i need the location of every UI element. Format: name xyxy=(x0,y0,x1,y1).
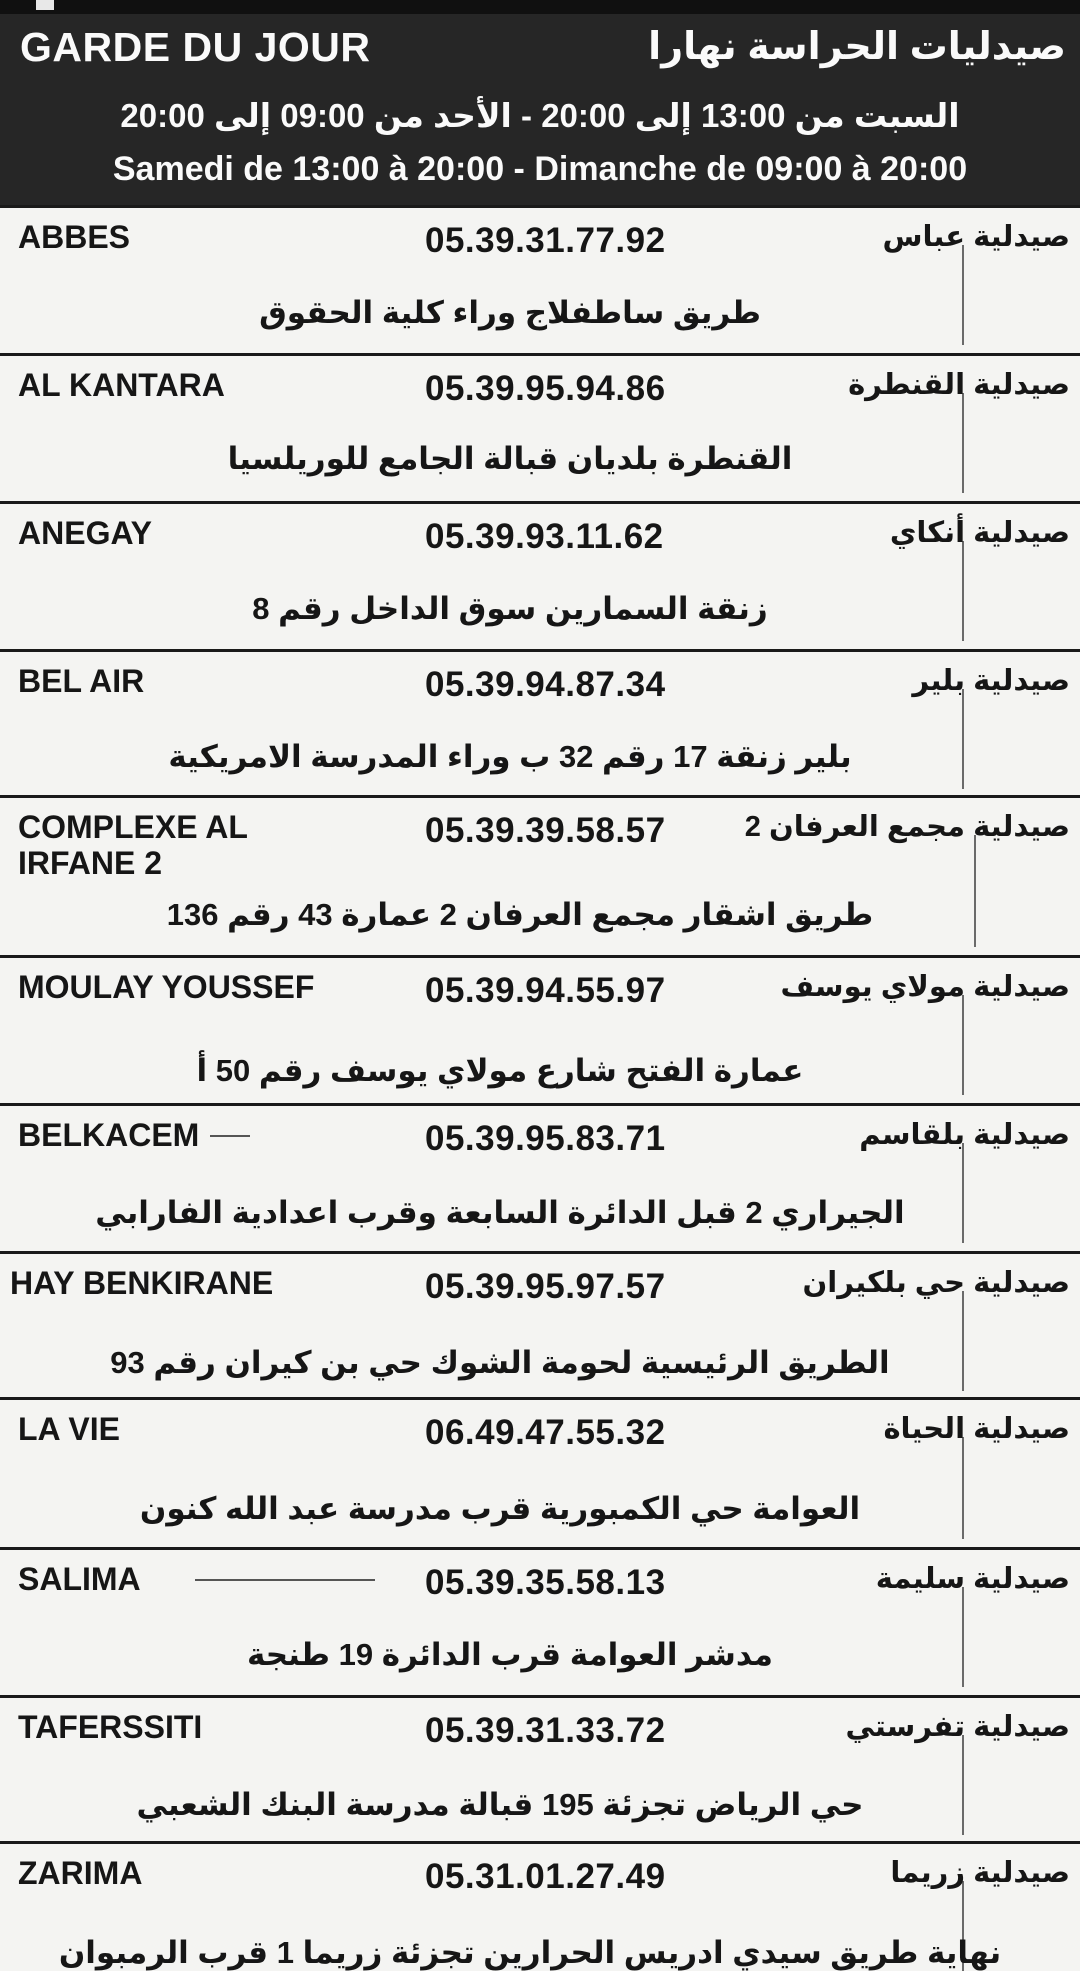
row-separator xyxy=(0,1841,1080,1844)
pharmacy-address: نهاية طريق سيدي ادريس الحرارين تجزئة زريما 1 قرب الرمبوان xyxy=(58,1935,1002,1970)
pharmacy-row xyxy=(0,795,1080,955)
pharmacy-phone: 05.39.95.94.86 xyxy=(425,369,666,408)
row-separator xyxy=(0,795,1080,798)
top-border xyxy=(0,0,1080,14)
pharmacy-row xyxy=(0,1695,1080,1841)
header xyxy=(0,0,1080,205)
pharmacy-phone: 05.39.39.58.57 xyxy=(425,811,666,850)
row-separator xyxy=(0,1695,1080,1698)
row-separator xyxy=(0,205,1080,208)
pharmacy-row xyxy=(0,501,1080,649)
row-separator xyxy=(0,1547,1080,1550)
pharmacy-name: HAY BENKIRANE xyxy=(10,1265,274,1301)
pharmacy-address: بلير زنقة 17 رقم 32 ب وراء المدرسة الامريكية xyxy=(168,739,852,774)
row-separator xyxy=(0,955,1080,958)
pharmacy-name-ar: صيدلية أنكاي xyxy=(889,517,1070,549)
pharmacy-name: MOULAY YOUSSEF xyxy=(18,969,315,1005)
pharmacy-name: AL KANTARA xyxy=(18,367,225,403)
pharmacy-phone: 05.39.94.55.97 xyxy=(425,971,666,1010)
pharmacy-row xyxy=(0,1547,1080,1695)
row-separator xyxy=(0,1251,1080,1254)
pharmacy-address: الطريق الرئيسية لحومة الشوك حي بن كيران رقم 93 xyxy=(110,1345,890,1380)
pharmacy-name-ar: صيدلية زريما xyxy=(890,1857,1070,1889)
pharmacy-name: ZARIMA xyxy=(18,1855,143,1891)
title-fr: GARDE DU JOUR xyxy=(20,24,371,70)
pharmacy-name: COMPLEXE AL IRFANE 2 xyxy=(18,809,248,881)
pharmacy-phone: 05.39.35.58.13 xyxy=(425,1563,666,1602)
pharmacy-name: ANEGAY xyxy=(18,515,152,551)
pharmacy-list xyxy=(0,205,1080,1971)
pharmacy-name-ar: صيدلية تفرستي xyxy=(845,1711,1070,1743)
pharmacy-address: زنقة السمارين سوق الداخل رقم 8 xyxy=(252,591,768,626)
pharmacy-row xyxy=(0,1397,1080,1547)
pharmacy-name-ar: صيدلية سليمة xyxy=(875,1563,1070,1595)
pharmacy-row xyxy=(0,205,1080,353)
pharmacy-name: ABBES xyxy=(18,219,131,255)
pharmacy-name: LA VIE xyxy=(18,1411,120,1447)
row-separator xyxy=(0,353,1080,356)
pharmacy-name: TAFERSSITI xyxy=(18,1709,203,1745)
pharmacy-row xyxy=(0,955,1080,1103)
pharmacy-name-ar: صيدلية الحياة xyxy=(883,1413,1070,1445)
pharmacy-address: حي الرياض تجزئة 195 قبالة مدرسة البنك الشعبي xyxy=(136,1787,864,1822)
row-separator xyxy=(0,1397,1080,1400)
row-separator xyxy=(0,1103,1080,1106)
pharmacy-row xyxy=(0,1103,1080,1251)
pharmacy-phone: 05.39.94.87.34 xyxy=(425,665,666,704)
pharmacy-name-ar: صيدلية بلير xyxy=(912,665,1070,697)
pharmacy-address: القنطرة بلديان قبالة الجامع للوريلسيا xyxy=(227,441,793,476)
pharmacy-phone: 06.49.47.55.32 xyxy=(425,1413,666,1452)
pharmacy-address: مدشر العوامة قرب الدائرة 19 طنجة xyxy=(247,1637,773,1672)
pharmacy-row xyxy=(0,649,1080,795)
pharmacy-phone: 05.39.95.83.71 xyxy=(425,1119,666,1158)
pharmacy-name-ar: صيدلية القنطرة xyxy=(848,369,1070,401)
title-ar: صيدليات الحراسة نهارا xyxy=(648,26,1066,68)
pharmacy-row xyxy=(0,1251,1080,1397)
pharmacy-phone: 05.31.01.27.49 xyxy=(425,1857,666,1896)
pharmacy-address: الجيراري 2 قبل الدائرة السابعة وقرب اعدادية الفارابي xyxy=(95,1195,905,1230)
pharmacy-phone: 05.39.31.33.72 xyxy=(425,1711,666,1750)
corner-notch xyxy=(36,0,54,10)
pharmacy-row xyxy=(0,1841,1080,1971)
hours-ar: السبت من 13:00 إلى 20:00 - الأحد من 09:00 إلى 20:00 xyxy=(120,97,960,134)
pharmacy-name-ar: صيدلية مولاي يوسف xyxy=(780,971,1070,1003)
pharmacy-name: SALIMA xyxy=(18,1561,141,1597)
pharmacy-name-ar: صيدلية بلقاسم xyxy=(859,1119,1070,1151)
pharmacy-address: طريق اشقار مجمع العرفان 2 عمارة 43 رقم 136 xyxy=(166,897,874,932)
pharmacy-name: BEL AIR xyxy=(18,663,145,699)
pharmacy-address: طريق ساطفلاج وراء كلية الحقوق xyxy=(259,295,761,330)
pharmacy-phone: 05.39.31.77.92 xyxy=(425,221,666,260)
pharmacy-name: BELKACEM xyxy=(18,1117,200,1153)
pharmacy-address: عمارة الفتح شارع مولاي يوسف رقم 50 أ xyxy=(196,1053,804,1088)
pharmacy-name-ar: صيدلية مجمع العرفان 2 xyxy=(744,811,1070,843)
pharmacy-phone: 05.39.93.11.62 xyxy=(425,517,664,556)
pharmacy-phone: 05.39.95.97.57 xyxy=(425,1267,666,1306)
pharmacy-address: العوامة حي الكمبورية قرب مدرسة عبد الله كنون xyxy=(139,1491,861,1526)
row-separator xyxy=(0,501,1080,504)
pharmacy-row xyxy=(0,353,1080,501)
pharmacy-name-ar: صيدلية عباس xyxy=(882,221,1070,253)
pharmacy-name-ar: صيدلية حي بلكيران xyxy=(802,1267,1070,1299)
row-separator xyxy=(0,649,1080,652)
hours-fr: Samedi de 13:00 à 20:00 - Dimanche de 09:00 à 20:00 xyxy=(112,150,968,188)
